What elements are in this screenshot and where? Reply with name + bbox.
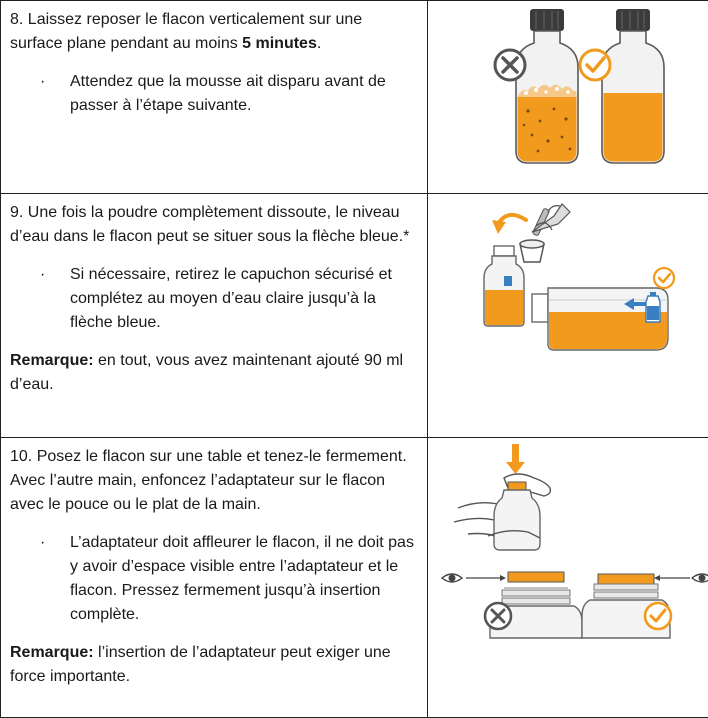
view-arrow-icon (654, 575, 690, 581)
step-10-note: Remarque: l’insertion de l’adaptateur peut exiger une force importante. (10, 641, 419, 689)
step-9-note: Remarque: en tout, vous avez maintenant ajouté 90 ml d’eau. (10, 349, 419, 397)
small-bottle (484, 246, 524, 326)
step-9-illustration-cell (428, 194, 708, 438)
cross-icon (485, 603, 511, 629)
step-10-bullet (10, 531, 419, 627)
water-bottle-icon (646, 292, 660, 322)
step-8-illustration-cell (428, 1, 708, 194)
checkmark-icon (654, 268, 674, 288)
step-8-instruction: 8. Laissez reposer le flacon verticalement sur une surface plane pendant au moins 5 minutes. (10, 8, 419, 56)
step-10-row (1, 438, 708, 718)
cross-icon (495, 50, 525, 80)
step-9-instruction: 9. Une fois la poudre complètement dissoute, le niveau d’eau dans le flacon peut se situer sous la flèche bleue.* (10, 201, 419, 249)
step-10-illustration-cell (428, 438, 708, 718)
step-9-bullet (10, 263, 419, 335)
step-10-note-label: Remarque: (10, 644, 94, 661)
step-8-text-cell (1, 1, 428, 194)
foamy-bottle (516, 9, 578, 163)
eye-icon (442, 574, 462, 582)
curved-arrow-icon (492, 215, 526, 234)
view-arrow-icon (466, 575, 506, 581)
cap-with-syringe (520, 204, 570, 262)
refill-to-arrow-illustration (428, 194, 708, 430)
step-8-bullet (10, 70, 419, 118)
down-arrow-icon (506, 444, 525, 474)
bullet-dot: · (40, 70, 45, 94)
horizontal-bottle (532, 288, 668, 350)
step-9-bullet-text: Si nécessaire, retirez le capuchon sécurisé et complétez au moyen d’eau claire jusqu’à la flèche bleue. (70, 263, 419, 335)
bullet-dot: · (40, 531, 45, 555)
step-10-instruction: 10. Posez le flacon sur une table et tenez-le fermement. Avec l’autre main, enfoncez l’adaptateur sur le flacon avec le pouce ou le plat de la main. (10, 445, 419, 517)
eye-icon (692, 574, 708, 582)
checkmark-icon (580, 50, 610, 80)
step-10-bullet-text: L’adaptateur doit affleurer le flacon, il ne doit pas y avoir d’espace visible entre l’adaptateur et le flacon. Pressez fermement jusqu’à insertion complète. (70, 531, 419, 627)
step-8-duration: 5 minutes (242, 35, 317, 52)
foam-bottle-comparison-illustration (428, 1, 708, 186)
step-9-row (1, 194, 708, 438)
step-8-row (1, 1, 708, 194)
step-9-text-cell (1, 194, 428, 438)
hands-pressing-adapter (454, 474, 550, 550)
step-9-note-label: Remarque: (10, 352, 94, 369)
checkmark-icon (645, 603, 671, 629)
bullet-dot: · (40, 263, 45, 287)
clear-bottle (602, 9, 664, 163)
step-8-bullet-text: Attendez que la mousse ait disparu avant de passer à l’étape suivante. (70, 70, 419, 118)
step-10-text-cell (1, 438, 428, 718)
adapter-insertion-illustration (428, 438, 708, 710)
